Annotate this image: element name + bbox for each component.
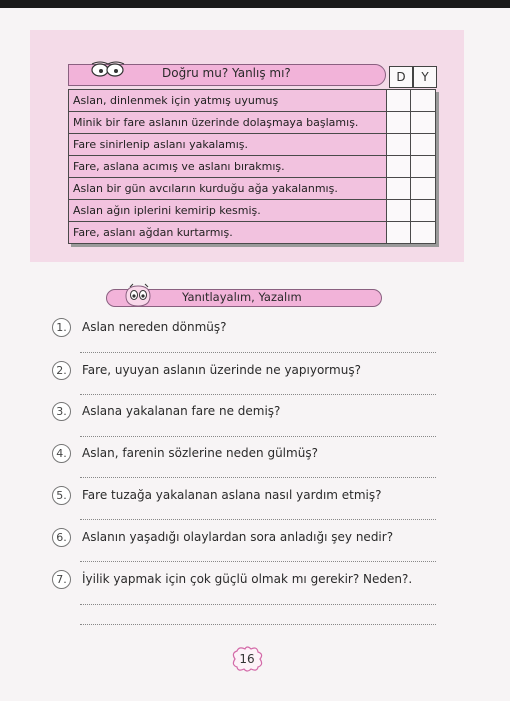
answer-y-cell[interactable] xyxy=(411,200,436,222)
statement-cell: Aslan ağın iplerini kemirip kesmiş. xyxy=(69,200,387,222)
face-icon xyxy=(118,282,158,308)
statement-cell: Aslan, dinlenmek için yatmış uyumuş xyxy=(69,90,387,112)
answer-d-cell[interactable] xyxy=(386,134,411,156)
answer-line[interactable] xyxy=(80,561,436,562)
answer-d-cell[interactable] xyxy=(386,200,411,222)
question-number: 2. xyxy=(52,361,71,380)
page-number: 16 xyxy=(239,652,255,666)
answer-section-title: Yanıtlayalım, Yazalım xyxy=(182,290,302,304)
answer-line[interactable] xyxy=(80,352,436,353)
table-row xyxy=(69,156,436,178)
answer-line[interactable] xyxy=(80,519,436,520)
statement-cell: Aslan bir gün avcıların kurduğu ağa yakalanmış. xyxy=(69,178,387,200)
question-text: İyilik yapmak için çok güçlü olmak mı gerekir? Neden?. xyxy=(82,572,413,586)
statement-cell: Fare, aslana acımış ve aslanı bırakmış. xyxy=(69,156,387,178)
scan-top-edge xyxy=(0,0,510,8)
eyes-icon xyxy=(88,58,128,80)
question-number: 4. xyxy=(52,444,71,463)
column-y-header: Y xyxy=(413,66,437,88)
column-d-header: D xyxy=(389,66,413,88)
answer-y-cell[interactable] xyxy=(411,156,436,178)
answer-d-cell[interactable] xyxy=(386,112,411,134)
answer-d-cell[interactable] xyxy=(386,156,411,178)
question-text: Aslan nereden dönmüş? xyxy=(82,320,227,334)
question-text: Aslana yakalanan fare ne demiş? xyxy=(82,404,281,418)
statement-cell: Fare sinirlenip aslanı yakalamış. xyxy=(69,134,387,156)
answer-line[interactable] xyxy=(80,604,436,605)
answer-line[interactable] xyxy=(80,394,436,395)
answer-d-cell[interactable] xyxy=(386,178,411,200)
question-text: Aslan, farenin sözlerine neden gülmüş? xyxy=(82,446,318,460)
statement-cell: Fare, aslanı ağdan kurtarmış. xyxy=(69,222,387,244)
answer-line[interactable] xyxy=(80,624,436,625)
question-number: 5. xyxy=(52,486,71,505)
table-row xyxy=(69,200,436,222)
answer-line[interactable] xyxy=(80,436,436,437)
table-row xyxy=(69,222,436,244)
answer-d-cell[interactable] xyxy=(386,222,411,244)
answer-y-cell[interactable] xyxy=(411,134,436,156)
answer-y-cell[interactable] xyxy=(411,112,436,134)
answer-y-cell[interactable] xyxy=(411,90,436,112)
table-row xyxy=(69,112,436,134)
answer-y-cell[interactable] xyxy=(411,222,436,244)
statement-cell: Minik bir fare aslanın üzerinde dolaşmaya başlamış. xyxy=(69,112,387,134)
question-number: 7. xyxy=(52,570,71,589)
question-number: 1. xyxy=(52,318,71,337)
question-text: Fare, uyuyan aslanın üzerinde ne yapıyormuş? xyxy=(82,363,361,377)
question-number: 6. xyxy=(52,528,71,547)
question-text: Fare tuzağa yakalanan aslana nasıl yardım etmiş? xyxy=(82,488,382,502)
question-text: Aslanın yaşadığı olaylardan sora anladığı şey nedir? xyxy=(82,530,394,544)
tf-table xyxy=(68,89,436,244)
table-row xyxy=(69,134,436,156)
tf-section-title: Doğru mu? Yanlış mı? xyxy=(162,66,291,80)
answer-line[interactable] xyxy=(80,477,436,478)
answer-d-cell[interactable] xyxy=(386,90,411,112)
table-row xyxy=(69,90,436,112)
table-row xyxy=(69,178,436,200)
answer-y-cell[interactable] xyxy=(411,178,436,200)
question-number: 3. xyxy=(52,402,71,421)
